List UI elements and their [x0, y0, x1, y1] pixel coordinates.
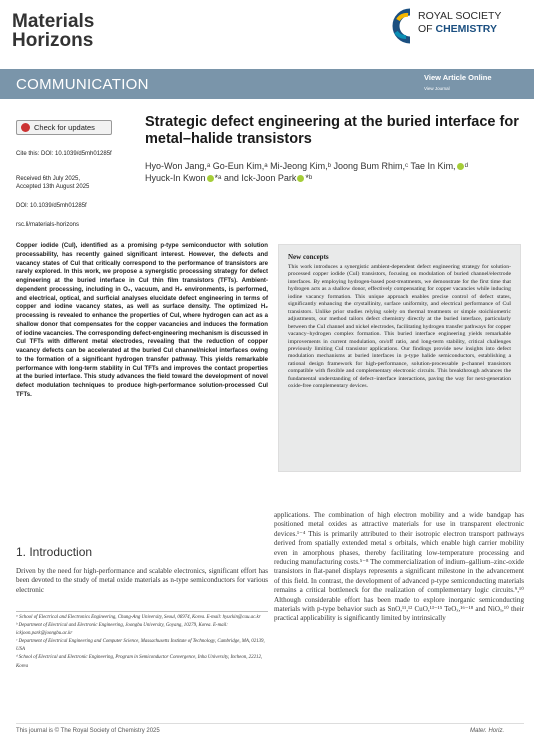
orcid-icon[interactable] — [457, 163, 464, 170]
check-updates-icon — [21, 123, 30, 132]
affiliation-divider — [16, 611, 268, 612]
authors-line2b: *ᵃ and Ick-Joon Park — [214, 173, 297, 183]
abstract: Copper iodide (CuI), identified as a promising p-type semiconductor with solution processability, has recently gained significant interest. However, the defects and vacancy states of CuI that critically correspond to the performance of transistors are rarely explored. In this work, we propose a synergistic processing strategy for defect engineering at the buried interface in CuI thin film transistors (TFTs). Ambient-dependent processing, including in O₂, vacuum, and H₂ environments, is performed, and electrical, optical, and surficial analyses elucidate defect engineering in terms of copper and iodine vacancy states, as well as surface density. The optimized H₂ processing is revealed to enhance the properties of CuI, where hydrogen can act as a shallow donor that compensates for the copper vacancies and induces the formation of iodine vacancies. The corresponding defect-engineering mechanism is discussed in CuI TFTs with different metal electrodes, revealing that the reduction of copper vacancy defects can be accelerated at the buried CuI channel/nickel interfaces owing to the formation of a significant hydrogen transfer pathway. This yields remarkable performance with long-term stability in CuI TFTs and improves the contact properties at the buried interface. This study advances the field toward the development of novel defect modulation techniques to produce high-performance solution-processed CuI TFTs. — [16, 242, 268, 398]
view-article-online-link[interactable]: View Article Online — [424, 73, 492, 82]
publisher-line2-bold: CHEMISTRY — [435, 23, 497, 35]
intro-paragraph-left: Driven by the need for high-performance and scalable electronics, significant effort has been devoted to the study of metal oxide materials as n-type semiconductors for various electronic — [16, 567, 268, 594]
received-date: Received 6th July 2025, — [16, 176, 81, 182]
footer-divider — [16, 723, 524, 724]
publisher-name — [418, 10, 501, 36]
article-title: Strategic defect engineering at the buried interface for metal–halide transistors — [145, 114, 519, 147]
orcid-icon[interactable] — [297, 175, 304, 182]
check-updates-label: Check for updates — [34, 123, 95, 132]
new-concepts-body: This work introduces a synergistic ambient-dependent defect engineering strategy for solution-processed copper iodide (CuI) transistors, focusing on modulation of buried channel/electrode interfaces. By employing hydrogen-based post-treatments, we demonstrate for the first time that hydrogen acts as a shallow donor, effectively compensating for copper vacancies while inducing iodine vacancy formation. This unique approach enables precise control of defect states, significantly enhancing the crystallinity, surface uniformity, and electrical performance of CuI transistors. Unlike prior studies relying solely on thermal treatments or simple stoichiometric adjustments, our method tailors defect chemistry directly at the buried interface, particularly between the CuI channel and nickel electrodes, facilitating hydrogen transfer pathways for copper vacancy–hydrogen complex formation. This buried interface engineering yields remarkable improvements in current modulation, on/off ratio, and long-term stability, critical challenges previously limiting CuI transistor applications. Our findings provide new insights into defect modulation mechanisms at buried interfaces in p-type halide semiconductors, establishing a rational design framework for high-performance, solution-processable p-channel transistors compatible with flexible and complementary electronic circuits. This breakthrough advances the fundamental understanding of defect–interface interactions, paving the way for next-generation oxide-free complementary devices. — [288, 264, 511, 390]
authors-line2c: *ᵇ — [305, 173, 313, 183]
authors-line2a: Hyuck-In Kwon — [145, 173, 206, 183]
doi: DOI: 10.1039/d5mh01285f — [16, 203, 87, 209]
footer-journal-abbrev: Mater. Horiz. — [470, 728, 505, 734]
publisher-line2 — [418, 23, 501, 36]
article-type: COMMUNICATION — [16, 76, 149, 93]
publisher-line1: ROYAL SOCIETY — [418, 10, 502, 22]
accepted-date: Accepted 13th August 2025 — [16, 184, 90, 190]
authors-line1: Hyo-Won Jang,ᵃ Go-Eun Kim,ᵃ Mi-Jeong Kim,ᵇ Joong Bum Rhim,ᶜ Tae In Kim, — [145, 161, 456, 171]
affiliation-item: ᵃ School of Electrical and Electronics Engineering, Chung-Ang University, Seoul, 06974, Korea. E-mail: hyuckin@cau.ac.kr — [16, 615, 261, 620]
affiliation-item: ᵈ School of Electrical and Electronic Engineering, Program in Semiconductor Convergence, Inha University, Incheon, 22212, Korea — [16, 655, 263, 669]
new-concepts-title: New concepts — [288, 253, 329, 261]
check-for-updates-button[interactable] — [16, 120, 112, 135]
publisher-line2-prefix: OF — [418, 23, 436, 35]
cite-line: Cite this: DOI: 10.1039/d5mh01285f — [16, 151, 112, 157]
intro-paragraph-right: applications. The combination of high electron mobility and a wide bandgap has positioned metal oxides as attractive materials for use in transparent electronic devices.¹⁻⁴ This is primarily attributed to their isotropic electron transport pathways derived from spatially extended metal s orbitals, which enable high carrier mobility even in amorphous phases, thereby facilitating low-temperature processing and reducing manufacturing costs.⁵⁻⁸ The commercialization of indium–gallium–zinc-oxide transistors in flat-panel displays represents a significant milestone in the advancement of this field. In contrast, the development of advanced p-type semiconducting materials remains a critical bottleneck for the realization of complementary logic circuits.⁹,¹⁰ Although considerable effort has been made to explore inorganic semiconducting materials with p-type behavior such as SnO,¹¹,¹² CuO,¹³⁻¹⁵ TeOₓ,¹⁶⁻¹⁸ and NiOₓ,¹⁰ their practical applicability is significantly limited by intrinsically — [274, 511, 524, 623]
journal-title-line2: Horizons — [12, 30, 94, 51]
orcid-icon[interactable] — [207, 175, 214, 182]
section-heading-introduction: 1. Introduction — [16, 545, 93, 559]
journal-site-link[interactable]: rsc.li/materials-horizons — [16, 222, 80, 228]
author-list: Hyo-Won Jang,ᵃ Go-Eun Kim,ᵃ Mi-Jeong Kim,ᵇ Joong Bum Rhim,ᶜ Tae In Kim, ᵈ Hyuck-In Kwon *ᵃ and Ick-Joon Park *ᵇ — [145, 161, 468, 183]
affiliation-item: ᵇ Department of Electrical and Electronic Engineering, Joongbu University, Goyang, 10279, Korea. E-mail: ickjoon.park@joongbu.ac.kr — [16, 623, 228, 637]
journal-title-line1: Materials — [12, 11, 95, 32]
affiliation-item: ᶜ Department of Electrical Engineering and Computer Science, Massachusetts Institute of Technology, Cambridge, MA, 02139, USA — [16, 639, 265, 653]
view-journal-link[interactable]: View Journal — [424, 86, 450, 91]
journal-title — [12, 12, 94, 50]
affiliations — [16, 614, 268, 671]
new-concepts-box — [278, 244, 521, 472]
footer-copyright: This journal is © The Royal Society of Chemistry 2025 — [16, 728, 160, 734]
